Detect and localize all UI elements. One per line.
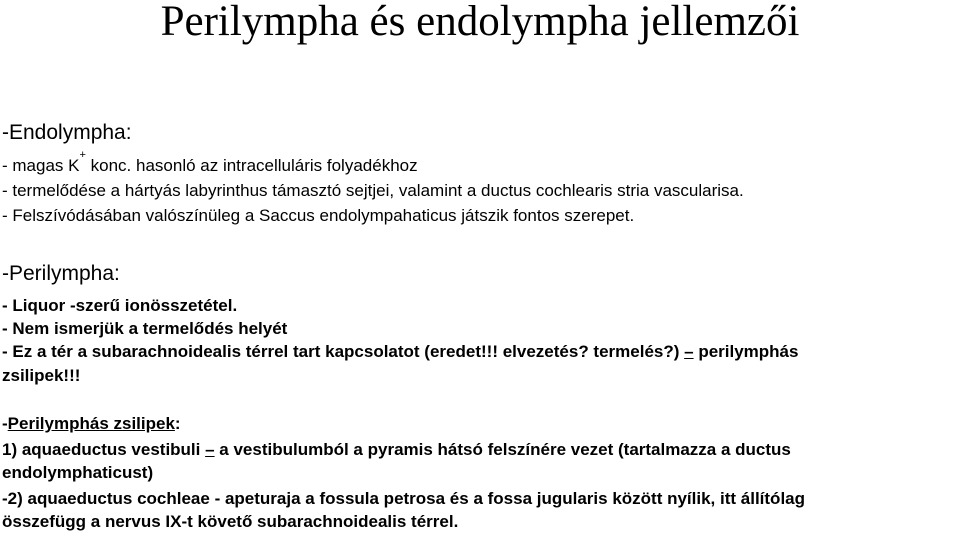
zsilipek-item-1-dash: – [205, 440, 215, 459]
endolympha-line-3: - Felszívódásában valószínüleg a Saccus endolympahaticus játszik fontos szerepet. [2, 206, 635, 225]
zsilipek-item-2-cont: összefügg a nervus IX-t követő subarachnoidealis térrel. [2, 512, 459, 531]
slide-title: Perilympha és endolympha jellemzői [160, 0, 800, 45]
zsilipek-item-1-cont: endolymphaticust) [2, 463, 154, 482]
perilympha-line-4: zsilipek!!! [2, 366, 81, 385]
zsilipek-heading-text: Perilymphás zsilipek [7, 414, 175, 433]
perilympha-line-3-a: - Ez a tér a subarachnoidealis térrel tart kapcsolatot (eredet!!! elvezetés? termelés?) [2, 342, 685, 361]
perilympha-heading-prefix: - [2, 262, 9, 285]
zsilipek-heading-prefix: - [2, 414, 8, 433]
zsilipek-item-1 [2, 440, 791, 460]
endolympha-line-1-sup: + [79, 149, 86, 161]
perilympha-line-3 [2, 342, 798, 362]
zsilipek-heading-colon: : [174, 414, 181, 433]
zsilipek-item-2: -2) aquaeductus cochleae - apeturaja a fossula petrosa és a fossa jugularis között nyílik, itt állítólag [2, 489, 806, 508]
perilympha-heading [2, 262, 120, 286]
zsilipek-item-1-a: 1) aquaeductus vestibuli [2, 440, 206, 459]
zsilipek-heading [2, 414, 181, 434]
endolympha-heading-text: Endolympha: [9, 121, 132, 144]
perilympha-line-3-dash: – [684, 342, 694, 361]
perilympha-line-1: - Liquor -szerű ionösszetétel. [2, 296, 238, 315]
endolympha-line-1-a: - magas K [2, 156, 80, 175]
perilympha-line-2: - Nem ismerjük a termelődés helyét [2, 319, 288, 338]
endolympha-heading [2, 121, 132, 145]
endolympha-line-2: - termelődése a hártyás labyrinthus támasztó sejtjei, valamint a ductus cochlearis stria vascularisa. [2, 181, 744, 200]
zsilipek-item-1-b: a vestibulumból a pyramis hátsó felszínére vezet (tartalmazza a ductus [214, 440, 791, 459]
perilympha-line-3-b: perilymphás [693, 342, 799, 361]
perilympha-heading-text: Perilympha: [9, 262, 120, 285]
endolympha-heading-prefix: - [2, 121, 9, 144]
endolympha-line-1 [2, 149, 418, 176]
endolympha-line-1-b: konc. hasonló az intracelluláris folyadékhoz [85, 156, 418, 175]
